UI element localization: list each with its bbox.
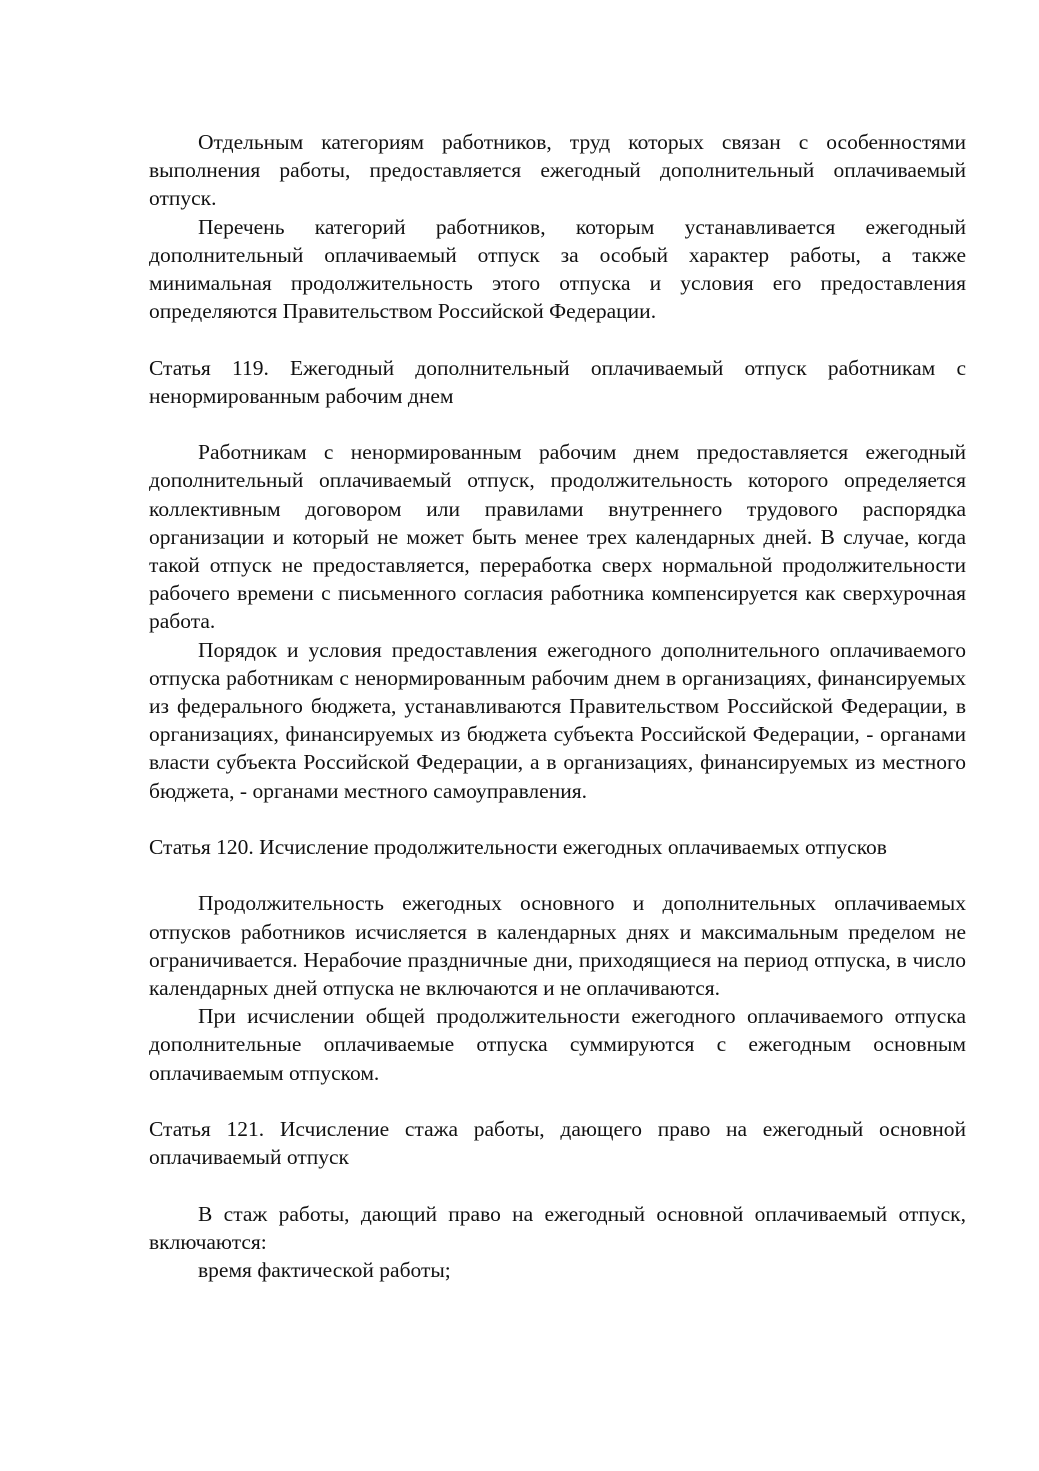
paragraph: При исчислении общей продолжительности ежегодного оплачиваемого отпуска дополнительные оплачиваемые отпуска суммируются с ежегодным основным оплачиваемым отпуском.	[149, 1004, 966, 1085]
article-120-heading: Статья 120. Исчисление продолжительности ежегодных оплачиваемых отпусков	[149, 835, 887, 860]
article-119-heading: Статья 119. Ежегодный дополнительный оплачиваемый отпуск работникам с ненормированным рабочим днем	[149, 355, 966, 408]
paragraph: В стаж работы, дающий право на ежегодный основной оплачиваемый отпуск, включаются:	[149, 1201, 966, 1254]
document-page	[149, 128, 966, 1284]
paragraph: Работникам с ненормированным рабочим днем предоставляется ежегодный дополнительный оплачиваемый отпуск, продолжительность которого определяется коллективным договором или правилами внутреннего трудового распорядка организации и который не может быть менее трех календарных дней. В случае, когда такой отпуск не предоставляется, переработка сверх нормальной продолжительности рабочего времени с письменного согласия работника компенсируется как сверхурочная работа.	[149, 440, 966, 634]
list-item: время фактической работы;	[198, 1258, 451, 1283]
paragraph: Порядок и условия предоставления ежегодного дополнительного оплачиваемого отпуска работникам с ненормированным рабочим днем в организациях, финансируемых из федерального бюджета, устанавливаются Правительством Российской Федерации, в организациях, финансируемых из бюджета субъекта Российской Федерации, - органами власти субъекта Российской Федерации, а в организациях, финансируемых из местного бюджета, - органами местного самоуправления.	[149, 637, 966, 803]
paragraph: Продолжительность ежегодных основного и дополнительных оплачиваемых отпусков работников исчисляется в календарных днях и максимальным пределом не ограничивается. Нерабочие праздничные дни, приходящиеся на период отпуска, в число календарных дней отпуска не включаются и не оплачиваются.	[149, 891, 966, 1001]
article-121-heading: Статья 121. Исчисление стажа работы, дающего право на ежегодный основной оплачиваемый отпуск	[149, 1117, 966, 1170]
paragraph: Перечень категорий работников, которым устанавливается ежегодный дополнительный оплачиваемый отпуск за особый характер работы, а также минимальная продолжительность этого отпуска и условия его предоставления определяются Правительством Российской Федерации.	[149, 214, 966, 324]
paragraph: Отдельным категориям работников, труд которых связан с особенностями выполнения работы, предоставляется ежегодный дополнительный оплачиваемый отпуск.	[149, 130, 966, 211]
